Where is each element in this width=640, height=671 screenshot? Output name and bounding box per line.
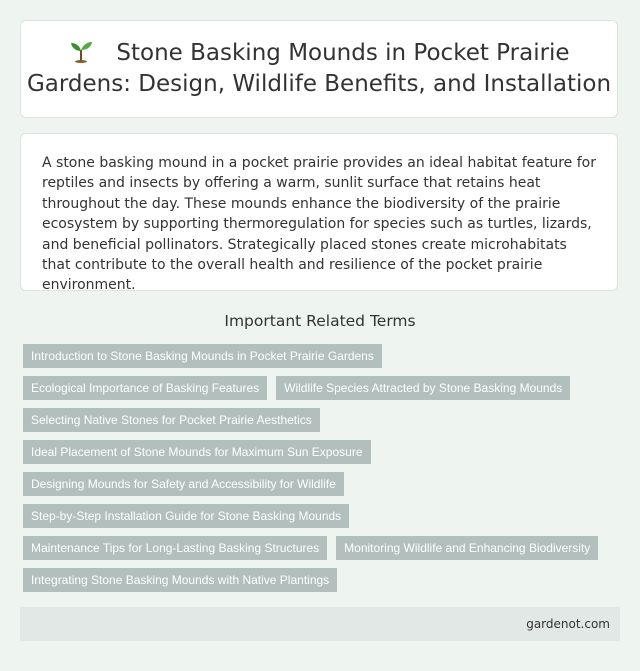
related-term-tag[interactable]: Introduction to Stone Basking Mounds in Pocket Prairie Gardens xyxy=(23,344,382,368)
footer xyxy=(20,607,620,641)
related-term-tag[interactable]: Step-by-Step Installation Guide for Stone Basking Mounds xyxy=(23,504,349,528)
page-title xyxy=(21,38,617,100)
related-term-tag[interactable]: Monitoring Wildlife and Enhancing Biodiversity xyxy=(336,536,598,560)
related-term-tag[interactable]: Selecting Native Stones for Pocket Prairie Aesthetics xyxy=(23,408,320,432)
description-text: A stone basking mound in a pocket prairie provides an ideal habitat feature for reptiles and insects by offering a warm, sunlit surface that retains heat throughout the day. These mounds enhance the biodiversity of the prairie ecosystem by supporting thermoregulation for species such as turtles, lizards, and beneficial pollinators. Strategically placed stones create microhabitats that contribute to the overall health and resilience of the pocket prairie environment. xyxy=(42,155,596,294)
page-title-text: Stone Basking Mounds in Pocket Prairie Gardens: Design, Wildlife Benefits, and Installation xyxy=(26,40,612,97)
title-card xyxy=(20,20,618,118)
related-term-tag[interactable]: Ecological Importance of Basking Features xyxy=(23,376,267,400)
description-card xyxy=(20,133,618,294)
sprout-icon xyxy=(68,39,94,63)
related-term-tag[interactable]: Ideal Placement of Stone Mounds for Maximum Sun Exposure xyxy=(23,440,371,464)
site-name[interactable]: gardenot.com xyxy=(526,617,610,631)
related-term-tag[interactable]: Maintenance Tips for Long-Lasting Basking Structures xyxy=(23,536,327,560)
related-term-tag[interactable]: Designing Mounds for Safety and Accessibility for Wildlife xyxy=(23,472,344,496)
related-term-tag[interactable]: Wildlife Species Attracted by Stone Basking Mounds xyxy=(276,376,570,400)
related-terms-list xyxy=(23,344,623,592)
related-term-tag[interactable]: Integrating Stone Basking Mounds with Native Plantings xyxy=(23,568,337,592)
related-terms-heading: Important Related Terms xyxy=(224,312,416,330)
